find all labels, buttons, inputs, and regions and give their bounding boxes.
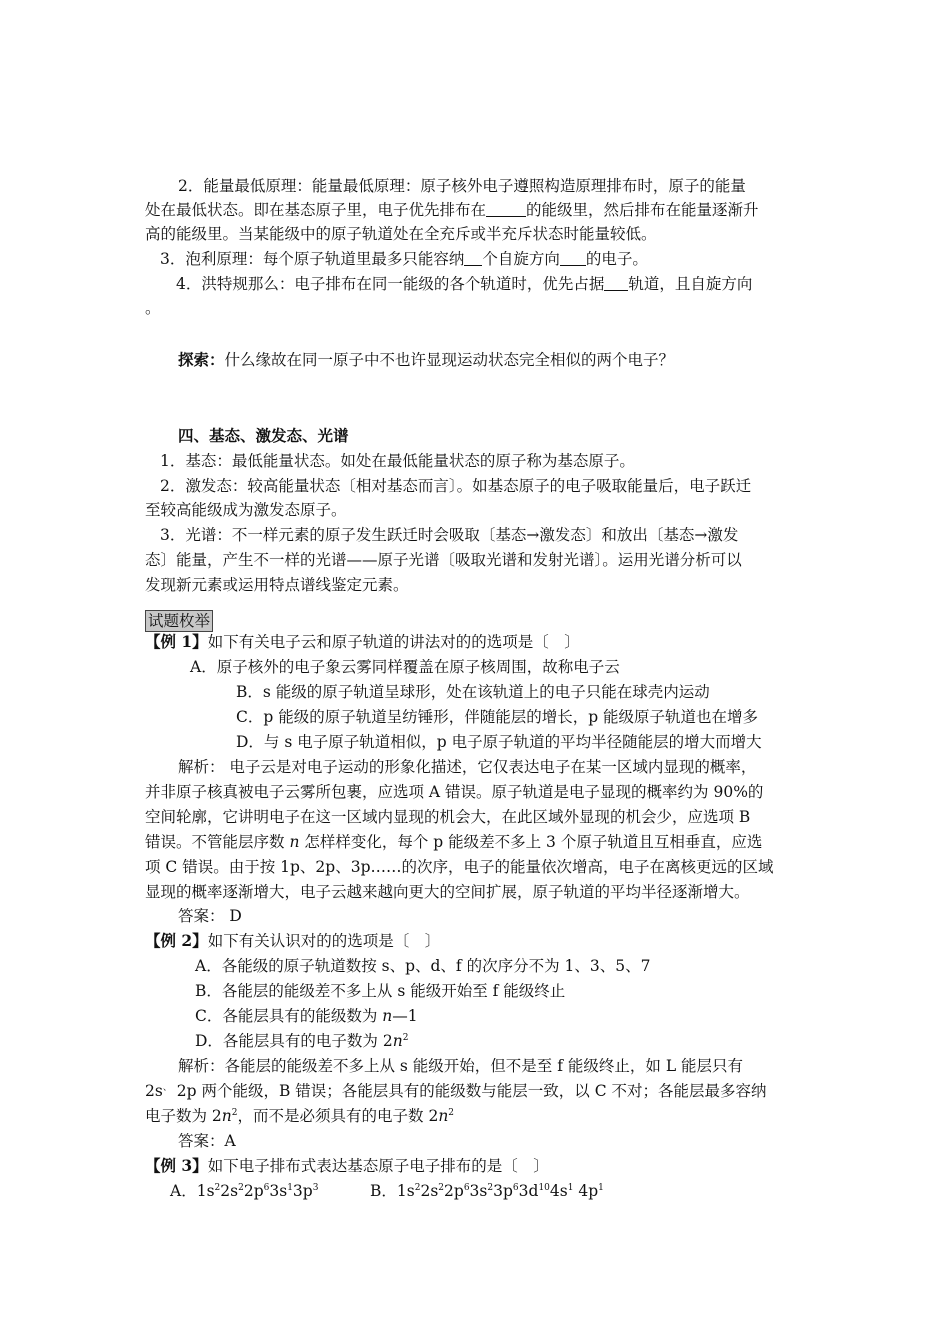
example3-option-b: B．$1s^22s^22p^63s^23p^63d^{10}4s^1$ $4p^1$: [370, 1182, 604, 1200]
fill-blank: [560, 249, 586, 266]
example1-question: 【例 1】如下有关电子云和原子轨道的讲法对的的选项是〔 〕: [145, 632, 580, 651]
example2-answer: 答案：A: [178, 1132, 236, 1150]
example1-analysis: 项 C 错误。由于按 1p、2p、3p……的次序，电子的能量依次增高，电子在离核更远的区域: [145, 858, 774, 876]
example1-analysis: 显现的概率逐渐增大，电子云越来越向更大的空间扩展，原子轨道的平均半径逐渐增大。: [145, 883, 750, 901]
example1-answer: 答案： D: [178, 907, 242, 925]
explore-question: 探索：什么缘故在同一原子中不也许显现运动状态完全相似的两个电子？: [178, 350, 675, 369]
example2-analysis: 电子数为 $2n^2$，而不是必须具有的电子数 $2n^2$: [145, 1107, 455, 1125]
example1-option-b: B．s 能级的原子轨道呈球形，处在该轨道上的电子只能在球壳内运动: [236, 683, 710, 701]
excited-state-line2: 至较高能级成为激发态原子。: [145, 501, 347, 519]
example2-option-d: D．各能层具有的电子数为 $2n^2$: [195, 1032, 409, 1050]
example2-analysis: 2s、 2p 两个能级，B 错误；各能层具有的能级数与能层一致，以 C 不对；各能层最多容纳: [145, 1082, 767, 1100]
example1-option-c: C．p 能级的原子轨道呈纺锤形，伴随能层的增长，p 能级原子轨道也在增多: [236, 708, 759, 726]
example3-option-a: A．$1s^22s^22p^63s^13p^3$: [170, 1182, 319, 1200]
pauli-principle: 3．泡利原理：每个原子轨道里最多只能容纳 个自旋方向 的电子。: [160, 250, 648, 268]
example2-question: 【例 2】如下有关认识对的的选项是〔 〕: [145, 931, 441, 950]
fill-blank: [486, 200, 526, 217]
examples-tag: 试题枚举: [145, 610, 213, 632]
fill-blank: [604, 274, 628, 291]
example2-option-b: B．各能层的能级差不多上从 s 能级开始至 f 能级终止: [195, 982, 566, 1000]
spectrum-line3: 发现新元素或运用特点谱线鉴定元素。: [145, 576, 409, 594]
example1-option-d: D．与 s 电子原子轨道相似，p 电子原子轨道的平均半径随能层的增大而增大: [236, 733, 762, 751]
example2-option-c: C．各能层具有的能级数为 n—1: [195, 1007, 418, 1025]
hund-rule-end: 。: [145, 299, 161, 317]
excited-state-line1: 2．激发态：较高能量状态〔相对基态而言〕。如基态原子的电子吸取能量后，电子跃迁: [160, 477, 752, 495]
example1-analysis: 并非原子核真被电子云雾所包裹，应选项 A 错误。原子轨道是电子显现的概率约为 90%的: [145, 783, 764, 801]
example3-question: 【例 3】如下电子排布式表达基态原子电子排布的是〔 〕: [145, 1156, 549, 1175]
example1-analysis: 错误。不管能层序数 n 怎样样变化，每个 p 能级差不多上 3 个原子轨道且互相垂直，应选: [145, 833, 763, 851]
energy-principle-line2: 处在最低状态。即在基态原子里，电子优先排布在 的能级里，然后排布在能量逐渐升: [145, 201, 759, 219]
section-heading: 四、基态、激发态、光谱: [178, 426, 349, 445]
example2-option-a: A．各能级的原子轨道数按 s、p、d、f 的次序分不为 1、3、5、7: [195, 957, 651, 975]
spectrum-line2: 态〕能量，产生不一样的光谱——原子光谱〔吸取光谱和发射光谱〕。运用光谱分析可以: [145, 551, 742, 569]
example1-analysis: 空间轮廓，它讲明电子在这一区域内显现的机会大，在此区域外显现的机会少，应选项 B: [145, 808, 751, 826]
example2-analysis: 解析：各能层的能级差不多上从 s 能级开始，但不是至 f 能级终止，如 L 能层只有: [178, 1057, 744, 1075]
energy-principle-line1: 2．能量最低原理：能量最低原理：原子核外电子遵照构造原理排布时，原子的能量: [178, 177, 746, 195]
example1-option-a: A．原子核外的电子象云雾同样覆盖在原子核周围，故称电子云: [190, 658, 620, 676]
fill-blank: [464, 249, 482, 266]
spectrum-line1: 3．光谱：不一样元素的原子发生跃迁时会吸取〔基态→激发态〕和放出〔基态→激发: [160, 526, 739, 544]
hund-rule: 4．洪特规那么：电子排布在同一能级的各个轨道时，优先占据 轨道，且自旋方向: [176, 275, 753, 293]
energy-principle-line3: 高的能级里。当某能级中的原子轨道处在全充斥或半充斥状态时能量较低。: [145, 225, 657, 243]
ground-state: 1．基态：最低能量状态。如处在最低能量状态的原子称为基态原子。: [160, 452, 635, 470]
example1-analysis: 解析： 电子云是对电子运动的形象化描述，它仅表达电子在某一区域内显现的概率，: [178, 758, 757, 776]
